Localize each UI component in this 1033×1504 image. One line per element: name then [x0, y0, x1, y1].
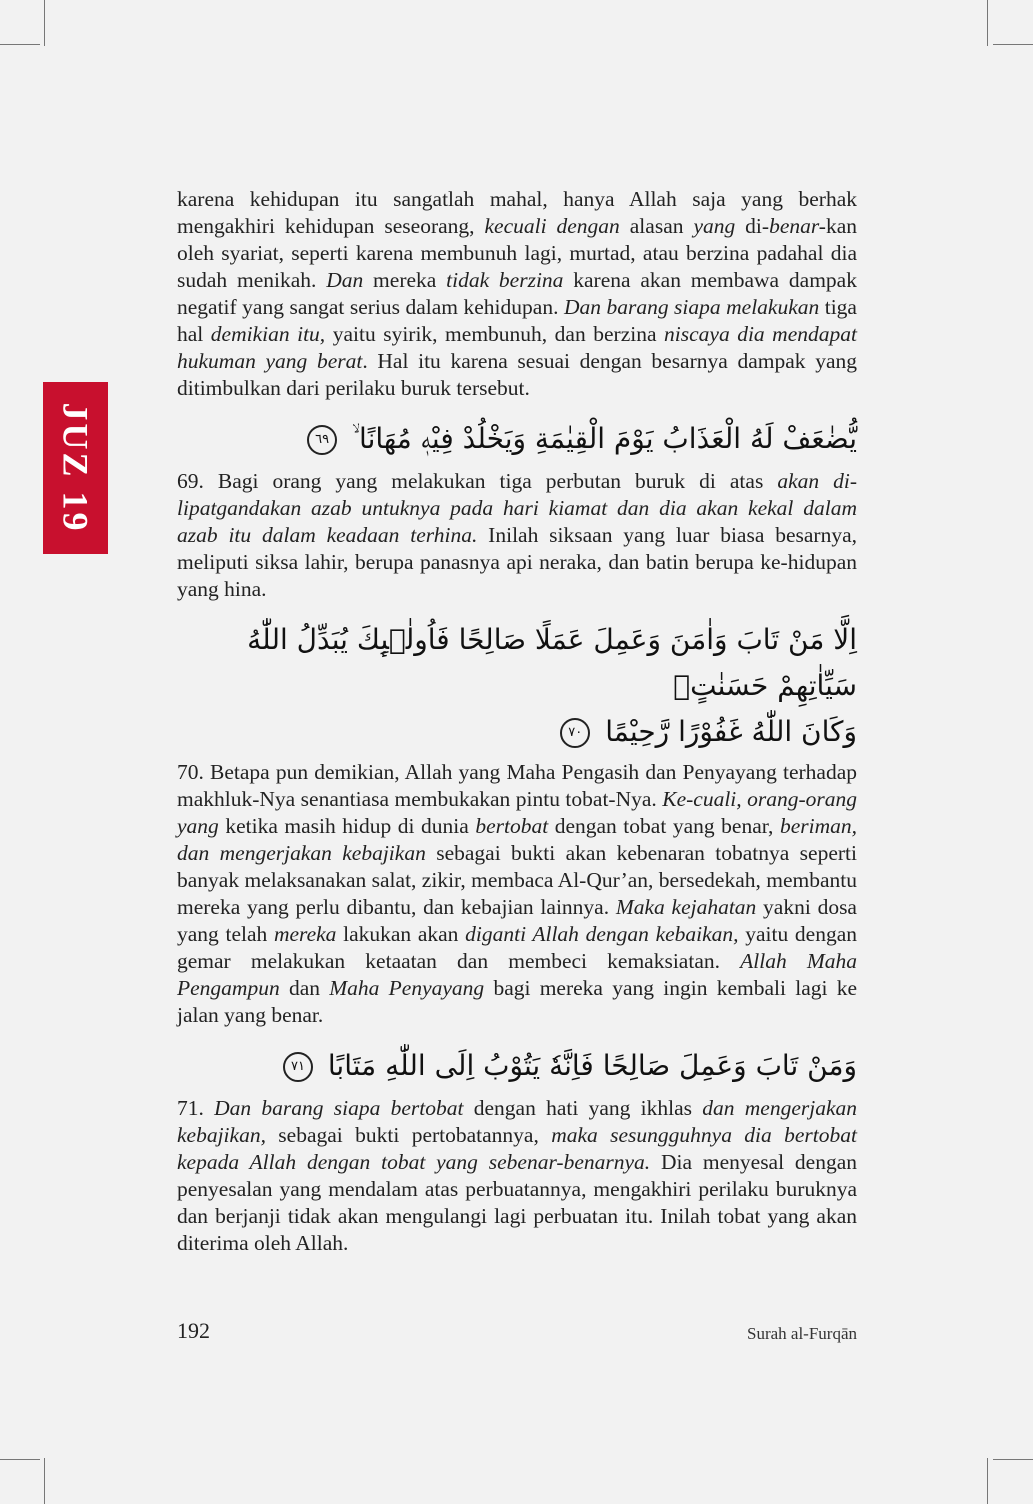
crop-mark: [44, 1458, 45, 1504]
verse-71-text: وَمَنْ تَابَ وَعَمِلَ صَالِحًا فَاِنَّهٗ يَتُوْبُ اِلَى اللّٰهِ مَتَابًا: [327, 1049, 857, 1082]
ayah-number-marker: ٦٩: [307, 425, 337, 455]
crop-mark: [987, 1458, 988, 1504]
text-run: kan oleh syariat, seperti karena membunuh lagi, murtad, atau berzina padahal dia sudah menikah.: [177, 214, 858, 292]
text-run: karena akan membawa dampak negatif yang sangat serius dalam kehidupan.: [177, 268, 857, 319]
italic-run: Ke-cuali, orang-orang yang: [177, 787, 857, 838]
italic-run: beriman, dan mengerjakan kebajikan: [177, 814, 857, 865]
ayah-number-marker: ٧١: [283, 1052, 313, 1082]
juz-label: JUZ 19: [55, 402, 96, 534]
italic-run: Maka kejahatan: [615, 895, 757, 919]
italic-run: kecuali dengan: [484, 214, 620, 238]
text-run: alasan: [619, 214, 694, 238]
paragraph-verse-69: [177, 468, 857, 603]
text-run: tiga hal: [177, 295, 857, 346]
italic-run: Dan barang siapa melakukan: [563, 295, 820, 319]
arabic-verse-69: [177, 416, 857, 462]
italic-run: bertobat: [475, 814, 549, 838]
italic-run: benar-: [769, 214, 826, 238]
italic-run: maka sesungguhnya dia bertobat kepada Allah dengan tobat yang sebenar-benarnya.: [177, 1123, 857, 1174]
italic-run: demikian itu,: [210, 322, 326, 346]
text-run: bagi mereka yang ingin kembali lagi ke jalan yang benar.: [177, 976, 858, 1027]
italic-run: Dan: [326, 268, 364, 292]
text-run: Dia menyesal dengan penyesalan yang mendalam atas perbuatannya, mengakhiri perilaku buruknya dan berjanji tidak akan mengulangi lagi perbuatan itu. Inilah tobat yang akan diterima oleh Allah.: [177, 1150, 858, 1255]
verse-70-line-1: اِلَّا مَنْ تَابَ وَاٰمَنَ وَعَمِلَ عَمَلًا صَالِحًا فَاُولٰۤىِٕكَ يُبَدِّلُ اللّٰهُ سَيِّاٰتِهِمْ حَسَنٰتٍۗ: [247, 623, 857, 702]
italic-run: diganti Allah dengan kebaikan,: [465, 922, 739, 946]
text-run: yakni dosa yang telah: [177, 895, 857, 946]
juz-side-tab: [43, 382, 108, 554]
crop-mark: [987, 0, 988, 46]
text-run: sebagai bukti akan kebenaran tobatnya seperti banyak melaksanakan salat, zikir, membaca Al-Qur’an, bersedekah, membantu mereka yang perlu dibantu, dan kebajian lainnya.: [177, 841, 857, 919]
verse-70-line-2: [177, 709, 857, 755]
arabic-verse-70: [177, 617, 857, 755]
ayah-number-marker: ٧٠: [560, 718, 590, 748]
italic-run: niscaya dia mendapat hukuman yang berat: [177, 322, 857, 373]
running-head: Surah al-Furqān: [746, 1324, 857, 1343]
text-run: ketika masih hidup di dunia: [218, 814, 476, 838]
text-run: dan: [279, 976, 330, 1000]
crop-mark: [0, 1459, 40, 1460]
verse-69-text: يُّضٰعَفْ لَهُ الْعَذَابُ يَوْمَ الْقِيٰمَةِ وَيَخْلُدْ فِيْهٖ مُهَانًا ۙ: [352, 422, 857, 455]
crop-mark: [44, 0, 45, 46]
crop-mark: [0, 44, 40, 45]
paragraph-verse-70: [177, 759, 857, 1029]
text-run: di-: [735, 214, 770, 238]
text-run: dengan tobat yang benar,: [548, 814, 780, 838]
italic-run: Dan barang siapa bertobat: [214, 1096, 464, 1120]
text-run: yaitu syirik, membunuh, dan berzina: [325, 322, 665, 346]
text-run: sebagai bukti pertobatannya,: [265, 1123, 552, 1147]
text-run: 70. Betapa pun demikian, Allah yang Maha Pengasih dan Penyayang terhadap makhluk-Nya senantiasa membukakan pintu tobat-Nya.: [177, 760, 857, 811]
text-run: 71.: [177, 1096, 215, 1120]
text-run: Inilah siksaan yang luar biasa besarnya, meliputi siksa lahir, berupa panasnya api neraka, dan batin berupa ke-hidupan yang hina.: [177, 523, 857, 601]
arabic-verse-71: [177, 1043, 857, 1089]
text-run: mereka: [363, 268, 447, 292]
text-run: dengan hati yang ikhlas: [463, 1096, 703, 1120]
verse-70-line-2-text: وَكَانَ اللّٰهُ غَفُوْرًا رَّحِيْمًا: [605, 715, 857, 748]
page-content: [177, 186, 857, 1257]
italic-run: akan di-lipatgandakan azab untuknya pada hari kiamat dan dia akan kekal dalam azab itu dalam keadaan terhina.: [177, 469, 857, 547]
italic-run: Maha Penyayang: [329, 976, 485, 1000]
paragraph-verse-71: [177, 1095, 857, 1257]
text-run: . Hal itu karena sesuai dengan besarnya dampak yang ditimbulkan dari perilaku buruk tersebut.: [177, 349, 857, 400]
text-run: 69. Bagi orang yang melakukan tiga perbutan buruk di atas: [177, 469, 778, 493]
paragraph-intro: [177, 186, 857, 402]
italic-run: yang: [693, 214, 736, 238]
italic-run: mereka: [273, 922, 337, 946]
italic-run: Allah Maha Pengampun: [177, 949, 857, 1000]
text-run: karena kehidupan itu sangatlah mahal, hanya Allah saja yang berhak mengakhiri kehidupan seseorang,: [177, 187, 857, 238]
text-run: yaitu dengan gemar melakukan ketaatan dan membeci kemaksiatan.: [177, 922, 857, 973]
italic-run: tidak berzina: [446, 268, 564, 292]
page-number: 192: [177, 1318, 210, 1343]
italic-run: dan mengerjakan kebajikan,: [177, 1096, 857, 1147]
crop-mark: [993, 44, 1033, 45]
text-run: lakukan akan: [336, 922, 466, 946]
crop-mark: [993, 1459, 1033, 1460]
